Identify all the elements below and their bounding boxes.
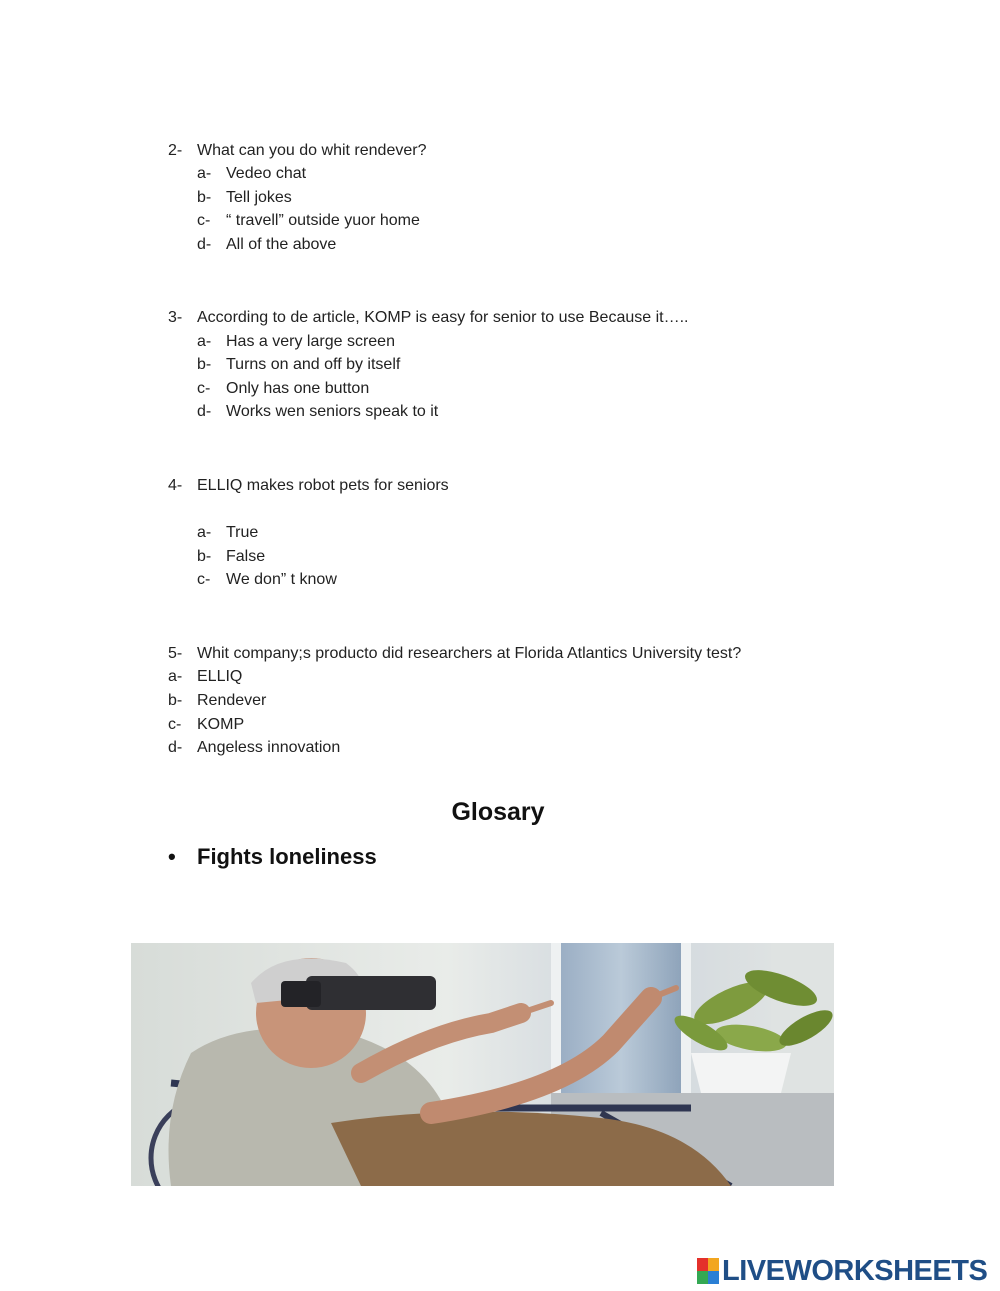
- bullet: •: [168, 844, 176, 869]
- liveworksheets-logo: [697, 1254, 987, 1288]
- question-text: Whit company;s producto did researchers at Florida Atlantics University test?: [197, 645, 742, 662]
- question-number: 2-: [168, 142, 183, 159]
- question-number: 5-: [168, 645, 183, 662]
- logo-text: LIVEWORKSHEETS: [722, 1254, 988, 1287]
- glossary-term: Fights loneliness: [197, 844, 377, 869]
- vr-senior-photo: [131, 943, 834, 1186]
- question-number: 4-: [168, 477, 183, 494]
- question-text: ELLIQ makes robot pets for seniors: [197, 477, 449, 494]
- logo-mark-icon: [697, 1258, 719, 1284]
- question-text: What can you do whit rendever?: [197, 142, 427, 159]
- glossary-heading: Glosary: [451, 798, 545, 826]
- question-number: 3-: [168, 309, 183, 326]
- photo-illustration: [131, 943, 834, 1186]
- question-text: According to de article, KOMP is easy for senior to use Because it…..: [197, 309, 689, 326]
